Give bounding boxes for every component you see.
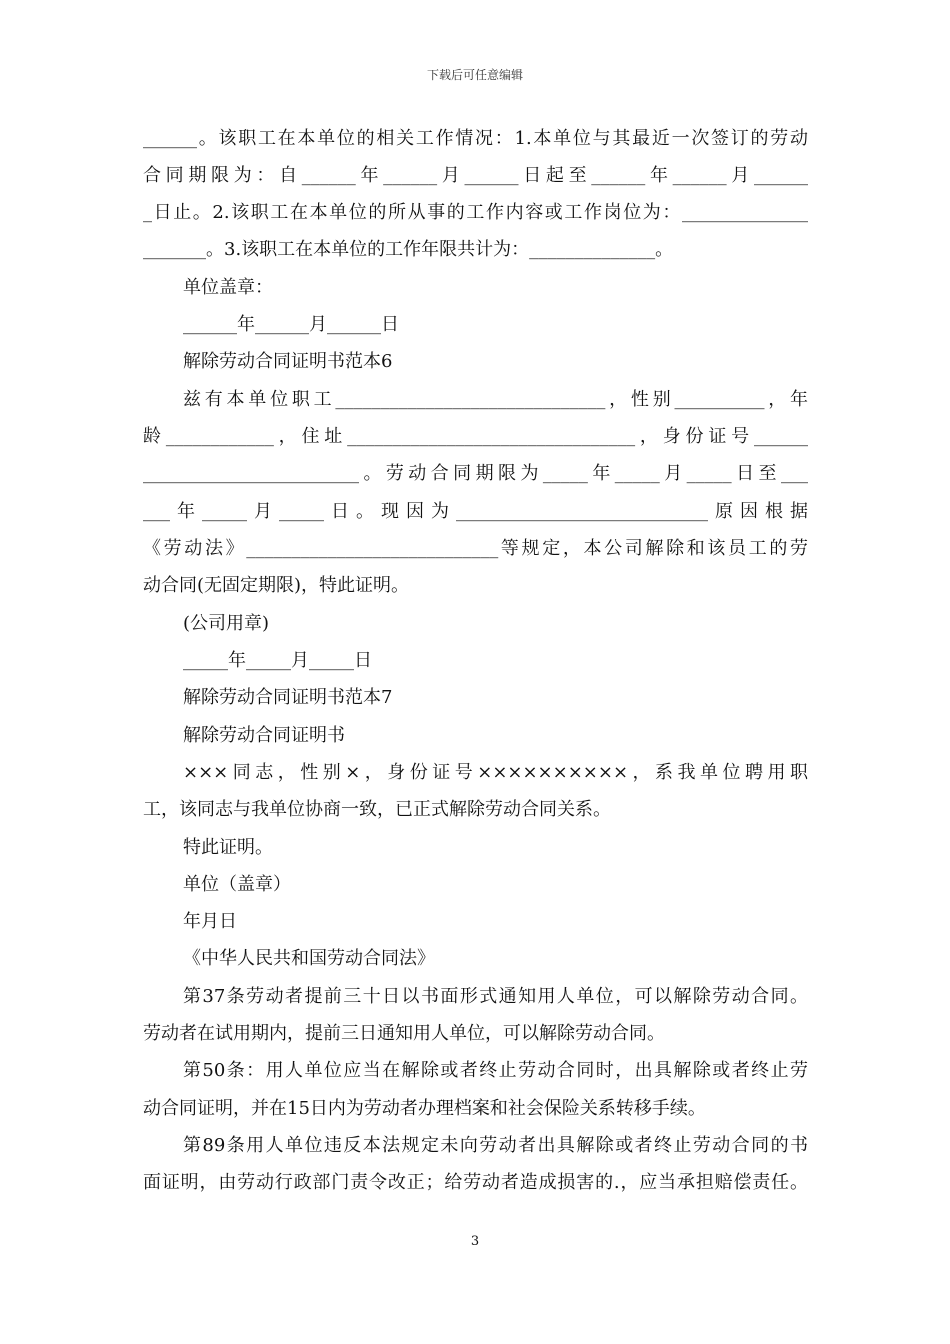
document-title: 解除劳动合同证明书 [183, 725, 345, 746]
section-heading: 解除劳动合同证明书范本6 [183, 351, 393, 372]
body-line: 兹有本单位职工______________________________，性别__________，年 [183, 389, 808, 410]
date-line: 年月日 [183, 911, 237, 932]
body-line: 特此证明。 [183, 837, 273, 858]
page-number: 3 [470, 1234, 480, 1249]
article-line: 劳动者在试用期内，提前三日通知用人单位，可以解除劳动合同。 [143, 1023, 665, 1044]
body-line: 工，该同志与我单位协商一致，已正式解除劳动合同关系。 [143, 799, 611, 820]
article-line: 面证明，由劳动行政部门责令改正；给劳动者造成损害的.，应当承担赔偿责任。 [143, 1172, 808, 1193]
seal-label: (公司用章) [183, 613, 270, 634]
body-line: ________________________。劳动合同期限为_____年_____月_____日至___ [143, 463, 808, 484]
article-line: 第89条用人单位违反本法规定未向劳动者出具解除或者终止劳动合同的书 [183, 1135, 808, 1156]
date-line: _____年_____月_____日 [183, 650, 372, 671]
download-note: 下载后可任意编辑 [426, 68, 523, 82]
seal-label: 单位（盖章） [183, 874, 291, 895]
body-line: 动合同(无固定期限)，特此证明。 [143, 575, 410, 596]
article-line: 动合同证明，并在15日内为劳动者办理档案和社会保险关系转移手续。 [143, 1098, 706, 1119]
body-line: 龄____________，住址________________________________，身份证号______ [143, 426, 808, 447]
body-line: ______。该职工在本单位的相关工作情况：1.本单位与其最近一次签订的劳动 [143, 128, 808, 149]
body-line: 合同期限为：自______年______月______日起至______年______月______ [143, 165, 808, 186]
seal-label: 单位盖章： [183, 277, 273, 298]
law-title: 《中华人民共和国劳动合同法》 [183, 948, 435, 969]
date-line: ______年______月______日 [183, 314, 399, 335]
body-line: _日止。2.该职工在本单位的所从事的工作内容或工作岗位为：______________ [143, 202, 808, 223]
body-line: ___年_____月_____日。现因为____________________________原因根据 [143, 501, 808, 522]
article-line: 第50条：用人单位应当在解除或者终止劳动合同时，出具解除或者终止劳 [183, 1060, 808, 1081]
body-line: ×××同志，性别×，身份证号××××××××××，系我单位聘用职 [183, 762, 808, 783]
body-line: 《劳动法》____________________________等规定，本公司解除和该员工的劳 [143, 538, 808, 559]
section-heading: 解除劳动合同证明书范本7 [183, 687, 393, 708]
article-line: 第37条劳动者提前三十日以书面形式通知用人单位，可以解除劳动合同。 [183, 986, 808, 1007]
body-line: _______。3.该职工在本单位的工作年限共计为：______________。 [143, 239, 674, 260]
